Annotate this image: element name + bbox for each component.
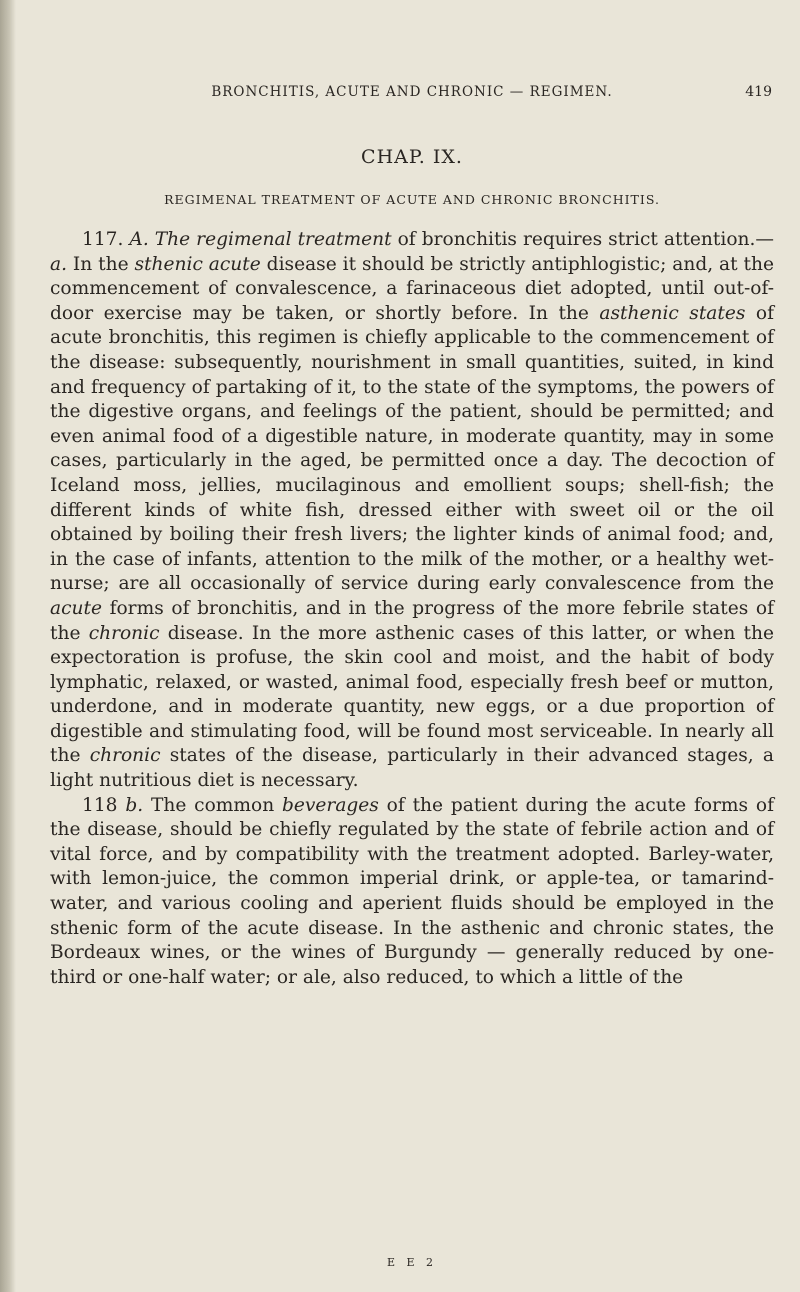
italic-run: A. The regimenal treatment [129,229,392,250]
text-run: forms of bronchitis, and in the progress of the more febrile states of the [50,597,774,644]
text-run: 118 [82,794,126,816]
text-run: The common [143,794,283,816]
italic-run: sthenic acute [134,253,261,275]
text-run: of acute bronchitis, this regimen is chiefly applicable to the commencement of the disease: subsequently, nourishment in small quantities, suited, in kind and frequency of partaking of it, to the state of the symptoms, the powers of the digestive organs, and feelings of the patient, should be permitted; and even animal food of a digestible nature, in moderate quantity, may in some cases, particularly in the aged, be permitted once a day. The decoction of Iceland moss, jellies, mucilaginous and emollient soups; shell-fish; the different kinds of white fish, dressed either with sweet oil or the oil obtained by boiling their fresh livers; the lighter kinds of animal food; and, in the case of infants, attention to the milk of the mother, or a healthy wet-nurse; are all occasionally of service during early convalescence from the [50,302,774,595]
text-run: disease. In the more asthenic cases of this latter, or when the expectoration is profuse, the skin cool and moist, and the habit of body lymphatic, relaxed, or wasted, animal food, especially fresh beef or mutton, underdone, and in moderate quantity, new eggs, or a due proportion of digestible and stimulating food, will be found most serviceable. In nearly all the [50,622,774,767]
page-number: 419 [745,84,772,100]
text-run: of bronchitis requires strict attention.— [391,229,775,250]
signature-mark: E E 2 [386,1256,438,1269]
italic-run: chronic [88,622,160,644]
italic-run: chronic [89,745,161,767]
italic-run: b. [125,794,144,816]
body-text [50,228,774,990]
italic-run: acute [50,597,102,619]
text-run: In the [67,253,135,275]
italic-run: asthenic states [599,302,746,324]
italic-run: beverages [282,794,379,816]
text-run: states of the disease, particularly in their advanced stages, a light nutritious diet is necessary. [50,745,774,792]
running-head [50,84,774,104]
paragraph-117 [50,228,774,794]
book-binding-edge [0,0,16,1292]
paragraph-118 [50,794,774,991]
text-run: disease it should be strictly antiphlogistic; and, at the commencement of convalescence, a farinaceous diet adopted, until out-of-door exercise may be taken, or shortly before. In the [50,253,774,324]
text-run: 117. [82,229,130,250]
text-run: of the patient during the acute forms of the disease, should be chiefly regulated by the state of febrile action and of vital force, and by compatibility with the treatment adopted. Barley-water, with lemon-juice, the common imperial drink, or apple-tea, or tamarind-water, and various cooling and aperient fluids should be employed in the sthenic form of the acute disease. In the asthenic and chronic states, the Bordeaux wines, or the wines of Burgundy — generally reduced by one-third or one-half water; or ale, also reduced, to which a little of the [50,794,774,988]
italic-run: a. [50,253,67,275]
chapter-heading: CHAP. IX. [361,146,463,168]
chapter-subheading: REGIMENAL TREATMENT OF ACUTE AND CHRONIC BRONCHITIS. [164,192,660,207]
running-head-title: BRONCHITIS, ACUTE AND CHRONIC — REGIMEN. [211,84,613,100]
book-page [50,0,774,1292]
